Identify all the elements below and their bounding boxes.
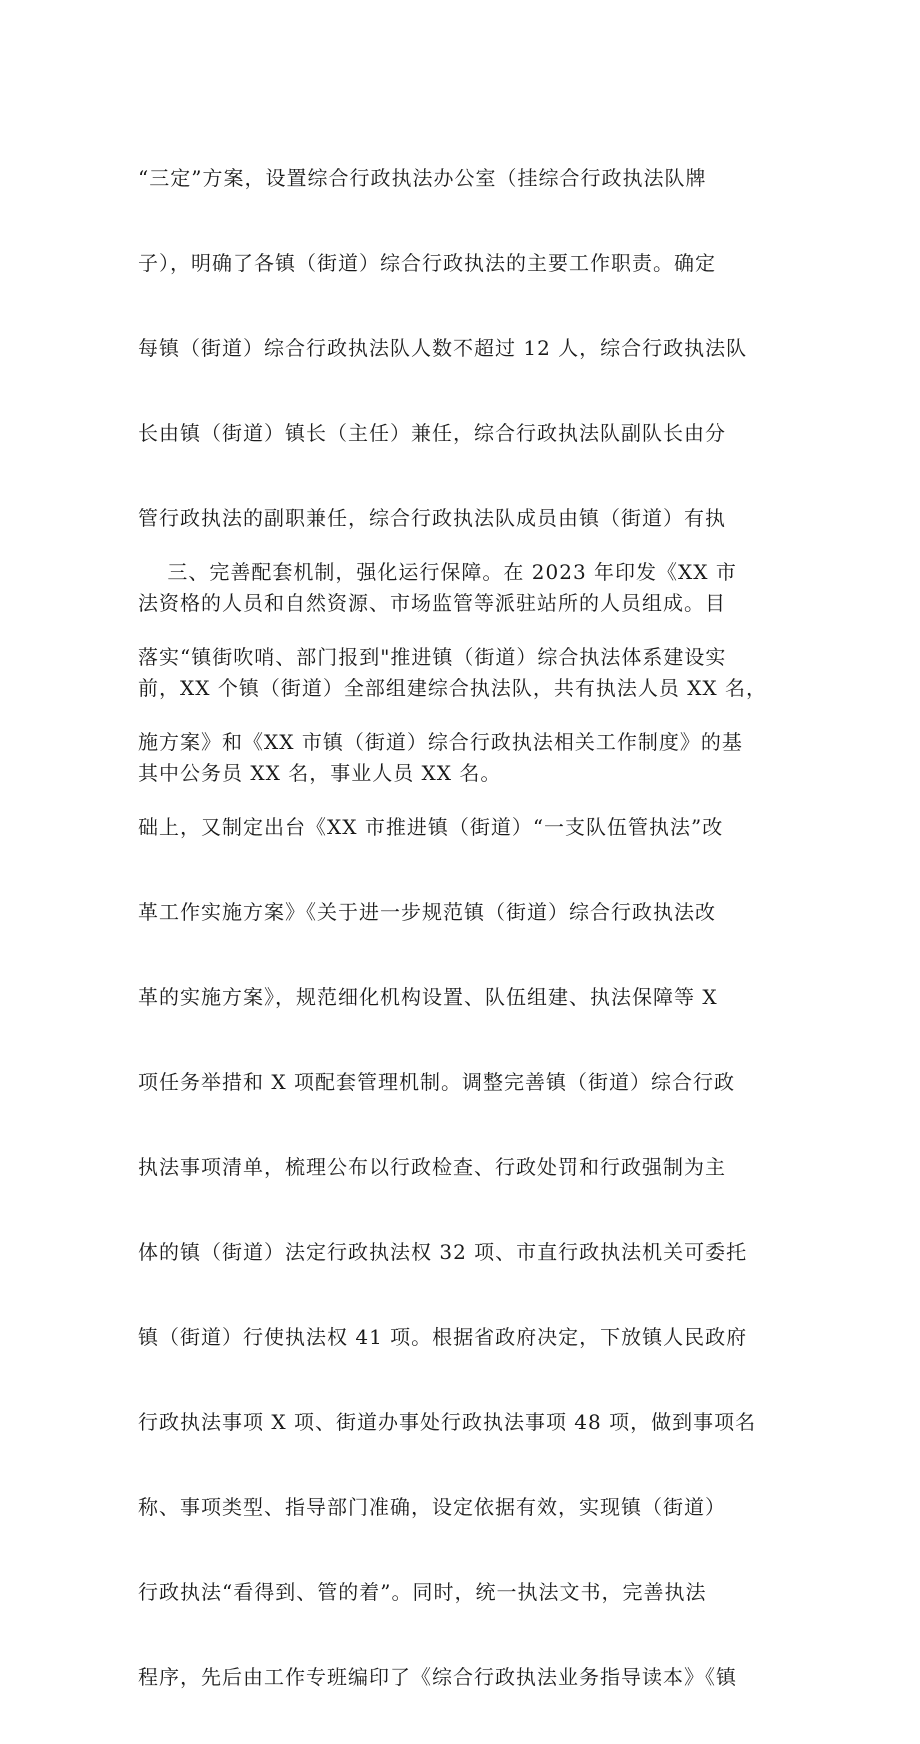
text-line: 落实“镇街吹哨、部门报到"推进镇（街道）综合执法体系建设实 xyxy=(138,645,727,669)
text-line: 革的实施方案》，规范细化机构设置、队伍组建、执法保障等 X xyxy=(138,985,718,1009)
text-line: 程序，先后由工作专班编印了《综合行政执法业务指导读本》《镇 xyxy=(138,1665,737,1689)
text-line: 长由镇（街道）镇长（主任）兼任，综合行政执法队副队长由分 xyxy=(138,421,726,445)
text-line: 础上，又制定出台《XX 市推进镇（街道）“一支队伍管执法”改 xyxy=(138,815,724,839)
text-line: 行政执法“看得到、管的着”。同时，统一执法文书，完善执法 xyxy=(138,1580,707,1604)
text-line: 其中公务员 XX 名，事业人员 XX 名。 xyxy=(138,761,502,785)
text-line: 子），明确了各镇（街道）综合行政执法的主要工作职责。确定 xyxy=(138,251,716,275)
text-line: 法资格的人员和自然资源、市场监管等派驻站所的人员组成。目 xyxy=(138,591,726,615)
text-line: 管行政执法的副职兼任，综合行政执法队成员由镇（街道）有执 xyxy=(138,506,726,530)
text-line: 前，XX 个镇（街道）全部组建综合执法队，共有执法人员 XX 名， xyxy=(138,676,768,700)
text-line: 行政执法事项 X 项、街道办事处行政执法事项 48 项，做到事项名 xyxy=(138,1410,757,1434)
text-line: 称、事项类型、指导部门准确，设定依据有效，实现镇（街道） xyxy=(138,1495,726,1519)
paragraph-section-three xyxy=(138,506,798,1744)
text-line: 镇（街道）行使执法权 41 项。根据省政府决定，下放镇人民政府 xyxy=(138,1325,748,1349)
section-heading-line: 三、完善配套机制，强化运行保障。在 2023 年印发《XX 市 xyxy=(138,560,737,584)
text-line: 每镇（街道）综合行政执法队人数不超过 12 人，综合行政执法队 xyxy=(138,336,748,360)
text-line: “三定”方案，设置综合行政执法办公室（挂综合行政执法队牌 xyxy=(138,166,707,190)
text-line: 项任务举措和 X 项配套管理机制。调整完善镇（街道）综合行政 xyxy=(138,1070,735,1094)
text-line: 执法事项清单，梳理公布以行政检查、行政处罚和行政强制为主 xyxy=(138,1155,726,1179)
text-line: 体的镇（街道）法定行政执法权 32 项、市直行政执法机关可委托 xyxy=(138,1240,748,1264)
text-line: 施方案》和《XX 市镇（街道）综合行政执法相关工作制度》的基 xyxy=(138,730,743,754)
text-line: 革工作实施方案》《关于进一步规范镇（街道）综合行政执法改 xyxy=(138,900,716,924)
